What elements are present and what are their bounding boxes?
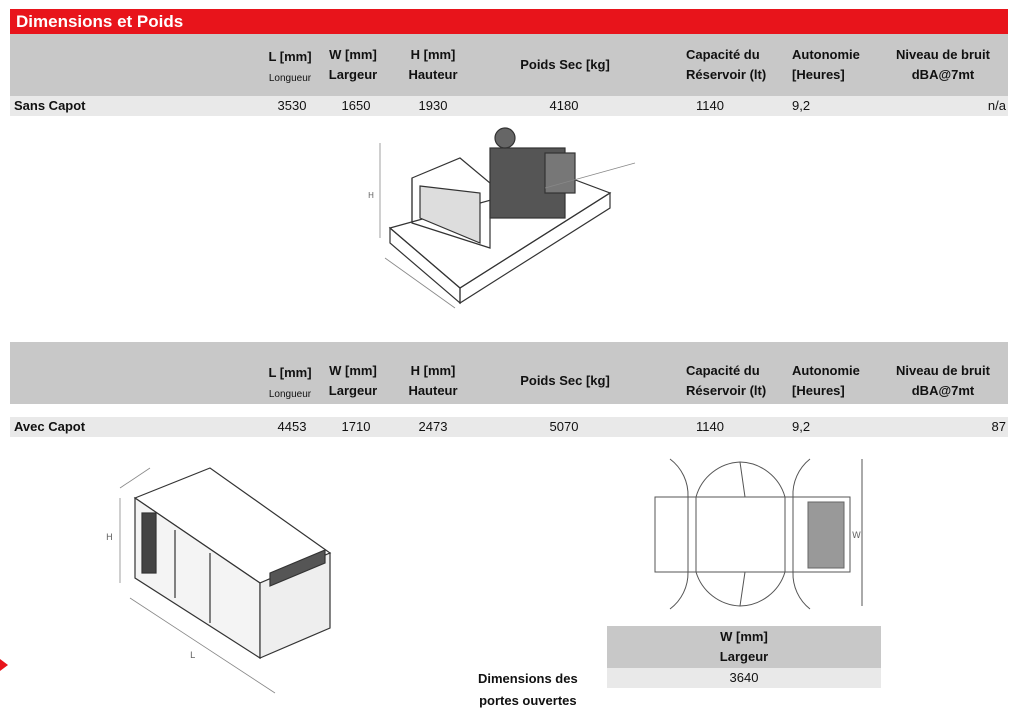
- doors-header: W [mm] Largeur: [607, 626, 881, 668]
- value-autonomy: 9,2: [792, 419, 811, 434]
- col-weight: Poids Sec [kg]: [520, 373, 610, 388]
- col-weight: Poids Sec [kg]: [520, 57, 610, 72]
- value-noise: 87: [991, 419, 1006, 434]
- row-label: Avec Capot: [14, 419, 86, 434]
- table-row: [10, 417, 1008, 437]
- col-noise: Niveau de bruit dBA@7mt: [896, 47, 990, 82]
- doors-open-label: Dimensions des portes ouvertes: [478, 671, 578, 708]
- value-l: 3530: [277, 98, 307, 113]
- value-weight: 5070: [549, 419, 579, 434]
- value-weight: 4180: [549, 98, 579, 113]
- col-w: W [mm] Largeur: [328, 363, 378, 398]
- col-autonomy: Autonomie [Heures]: [792, 47, 860, 82]
- value-tank: 1140: [696, 419, 724, 434]
- table-header-open: [10, 34, 1008, 96]
- col-w: W [mm] Largeur: [328, 47, 378, 82]
- dim-h-mark: H: [106, 533, 113, 543]
- col-h: H [mm] Hauteur: [408, 363, 458, 398]
- col-autonomy: Autonomie [Heures]: [792, 363, 860, 398]
- table-header-canopy: [10, 342, 1008, 404]
- canopy-genset-drawing: [100, 458, 340, 698]
- col-h: H [mm] Hauteur: [408, 47, 458, 82]
- doors-value: 3640: [607, 668, 881, 688]
- section-title: Dimensions et Poids: [10, 9, 1008, 34]
- red-arrow-marker: [0, 659, 8, 671]
- value-w: 1650: [341, 98, 371, 113]
- col-tank: Capacité du Réservoir (lt): [686, 363, 767, 398]
- value-tank: 1140: [696, 98, 724, 113]
- dim-l-mark: L: [190, 651, 196, 661]
- doors-open-plan-drawing: [640, 454, 870, 614]
- table-row: [10, 96, 1008, 116]
- value-h: 2473: [418, 419, 448, 434]
- dim-w-mark: W: [852, 531, 861, 541]
- dim-h-mark: H: [368, 191, 375, 200]
- value-h: 1930: [418, 98, 448, 113]
- col-l: L [mm] Longueur: [268, 365, 312, 400]
- col-tank: Capacité du Réservoir (lt): [686, 47, 767, 82]
- open-genset-drawing: [340, 118, 640, 318]
- value-autonomy: 9,2: [792, 98, 811, 113]
- value-l: 4453: [277, 419, 307, 434]
- value-w: 1710: [341, 419, 371, 434]
- doors-open-table: [607, 626, 881, 688]
- row-label: Sans Capot: [14, 98, 86, 113]
- col-l: L [mm] Longueur: [268, 49, 312, 84]
- col-noise: Niveau de bruit dBA@7mt: [896, 363, 990, 398]
- value-noise: n/a: [987, 98, 1006, 113]
